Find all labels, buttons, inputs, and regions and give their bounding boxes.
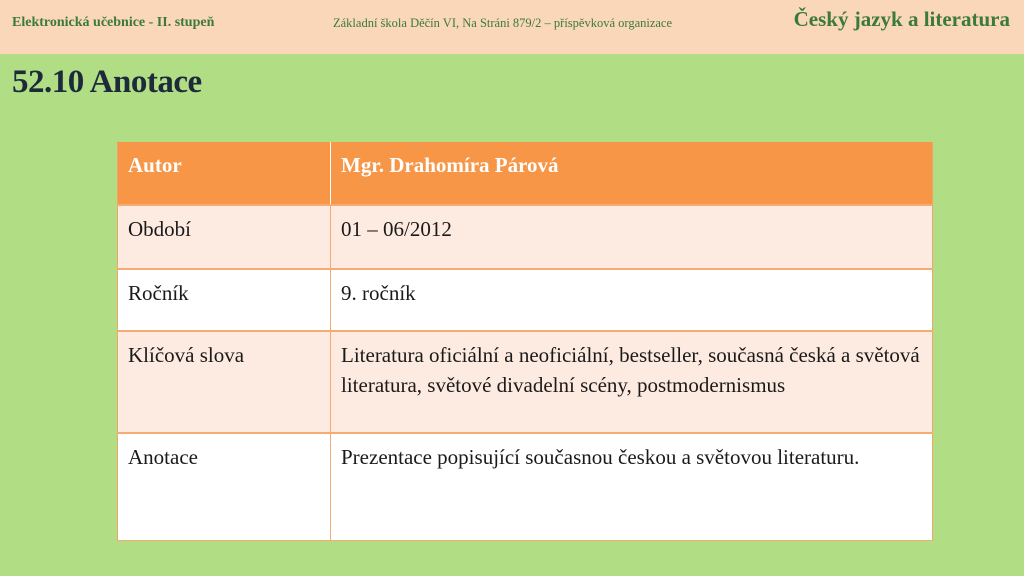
grade-value: 9. ročník <box>331 269 933 331</box>
annotation-label: Anotace <box>118 433 331 541</box>
annotation-value: Prezentace popisující současnou českou a světovou literaturu. <box>331 433 933 541</box>
author-value: Mgr. Drahomíra Párová <box>331 143 933 206</box>
header-band <box>0 0 1024 54</box>
keywords-label: Klíčová slova <box>118 331 331 433</box>
table-row <box>118 433 933 541</box>
header-subject: Český jazyk a literatura <box>793 7 1010 31</box>
period-value: 01 – 06/2012 <box>331 205 933 269</box>
header-ebook-label: Elektronická učebnice - II. stupeň <box>12 15 215 30</box>
table-row <box>118 205 933 269</box>
header-school-name: Základní škola Děčín VI, Na Stráni 879/2 – příspěvková organizace <box>333 16 673 30</box>
author-label: Autor <box>118 143 331 206</box>
table-row <box>118 331 933 433</box>
table-row <box>118 269 933 331</box>
period-label: Období <box>118 205 331 269</box>
table-header-row <box>118 143 933 206</box>
annotation-table <box>117 142 933 541</box>
page-title: 52.10 Anotace <box>12 64 202 100</box>
grade-label: Ročník <box>118 269 331 331</box>
keywords-value: Literatura oficiální a neoficiální, bestseller, současná česká a světová literatura, světové divadelní scény, postmodernismus <box>331 331 933 433</box>
